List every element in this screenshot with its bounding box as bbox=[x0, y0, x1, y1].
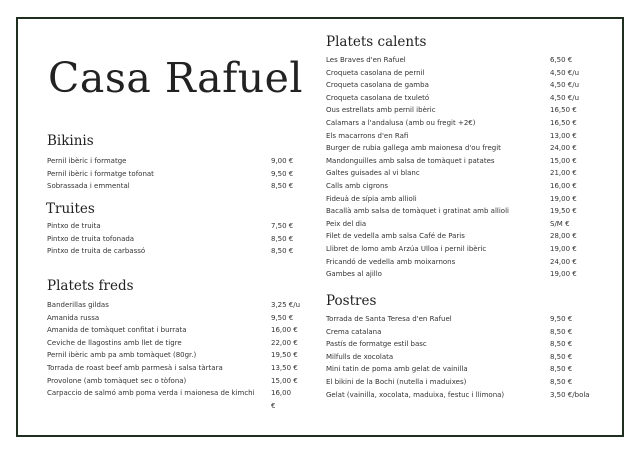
menu-item bbox=[326, 351, 596, 364]
menu-item-price: 9,50 € bbox=[550, 315, 573, 323]
menu-item bbox=[47, 220, 297, 233]
menu-item-name: Peix del dia bbox=[326, 219, 367, 228]
menu-item-name: Mini tatin de poma amb gelat de vainilla bbox=[326, 365, 468, 374]
menu-item-name: Provolone (amb tomàquet sec o tòfona) bbox=[47, 376, 187, 385]
section-title-postres: Postres bbox=[326, 293, 377, 309]
menu-item-name: Crema catalana bbox=[326, 327, 382, 336]
restaurant-name: Casa Rafuel bbox=[48, 54, 304, 102]
menu-item-name: Banderillas gildas bbox=[47, 301, 109, 309]
platets-calents-list bbox=[326, 54, 596, 281]
menu-item-price: 8,50 € bbox=[550, 340, 573, 349]
menu-item-price: 13,50 € bbox=[271, 363, 298, 372]
menu-item-name: Burger de rubia gallega amb maionesa d'ou fregit bbox=[326, 144, 501, 153]
menu-item bbox=[326, 92, 596, 105]
menu-item-price: 4,50 €/u bbox=[550, 68, 580, 77]
menu-item bbox=[326, 363, 596, 376]
menu-item bbox=[326, 230, 596, 243]
menu-item-name: Carpaccio de salmó amb poma verda i maionesa de kimchi bbox=[47, 389, 255, 398]
menu-item bbox=[47, 299, 301, 312]
menu-item-name: Llibret de lomo amb Arzúa Ulloa i pernil ibèric bbox=[326, 244, 487, 253]
menu-item-price: 19,50 € bbox=[550, 207, 577, 216]
menu-item bbox=[326, 104, 596, 117]
truites-list bbox=[47, 220, 297, 258]
menu-item-name: Ceviche de llagostins amb llet de tigre bbox=[47, 338, 182, 347]
menu-item bbox=[47, 387, 297, 412]
menu-item-price: 16,00 € bbox=[271, 326, 298, 335]
menu-item-price: 19,00 € bbox=[550, 194, 577, 203]
menu-item bbox=[326, 155, 596, 168]
menu-item bbox=[326, 130, 596, 143]
menu-item bbox=[326, 338, 596, 351]
menu-item-price: 8,50 € bbox=[271, 182, 294, 191]
menu-item bbox=[47, 349, 297, 362]
menu-item-name: Croqueta casolana de txuletó bbox=[326, 93, 430, 102]
menu-item-name: Filet de vedella amb salsa Café de Paris bbox=[326, 232, 465, 241]
menu-item-name: Pastís de formatge estil basc bbox=[326, 340, 427, 349]
menu-item-price: 9,50 € bbox=[271, 313, 294, 322]
menu-item-price: 24,00 € bbox=[550, 144, 577, 153]
menu-item bbox=[326, 256, 596, 269]
menu-item-price: 8,50 € bbox=[550, 377, 573, 386]
menu-item-price: 9,00 € bbox=[271, 157, 294, 165]
menu-item-price: 13,00 € bbox=[550, 131, 577, 140]
menu-item bbox=[326, 205, 596, 218]
menu-item bbox=[47, 324, 297, 337]
menu-item bbox=[47, 180, 297, 193]
menu-item-price: 22,00 € bbox=[271, 338, 298, 347]
menu-item-price: 8,50 € bbox=[550, 365, 573, 374]
menu-item-price: 24,00 € bbox=[550, 257, 577, 266]
menu-item-price: 7,50 € bbox=[271, 222, 294, 230]
menu-item-name: Pernil ibèric i formatge tofonat bbox=[47, 169, 154, 178]
menu-item bbox=[47, 155, 297, 168]
menu-item bbox=[47, 362, 297, 375]
menu-item bbox=[47, 337, 297, 350]
menu-item-name: Els macarrons d'en Rafi bbox=[326, 131, 409, 140]
menu-item bbox=[326, 389, 596, 402]
menu-item-price: 19,00 € bbox=[550, 244, 577, 253]
menu-item-name: Fricandó de vedella amb moixarnons bbox=[326, 257, 456, 266]
postres-list bbox=[326, 313, 596, 401]
section-title-bikinis: Bikinis bbox=[47, 133, 94, 149]
menu-item-name: Torrada de Santa Teresa d'en Rafuel bbox=[326, 315, 452, 323]
menu-item-name: Pintxo de truita tofonada bbox=[47, 234, 135, 243]
menu-item bbox=[47, 245, 297, 258]
menu-item-price: 15,00 € bbox=[271, 376, 298, 385]
menu-item-price: 28,00 € bbox=[550, 232, 577, 241]
menu-item-name: Mandonguilles amb salsa de tomàquet i patates bbox=[326, 156, 495, 165]
menu-item-name: Gambes al ajillo bbox=[326, 270, 382, 279]
menu-item bbox=[326, 117, 596, 130]
menu-item-name: Croqueta casolana de pernil bbox=[326, 68, 425, 77]
menu-item bbox=[326, 218, 596, 231]
menu-item bbox=[326, 67, 596, 80]
menu-item-price: 8,50 € bbox=[271, 234, 294, 243]
menu-item-name: Calls amb cigrons bbox=[326, 181, 389, 190]
menu-item-name: Croqueta casolana de gamba bbox=[326, 81, 429, 90]
menu-item-price: 19,00 € bbox=[550, 270, 577, 279]
menu-item-price: 4,50 €/u bbox=[550, 81, 580, 90]
menu-item bbox=[326, 54, 596, 67]
menu-item-name: Ous estrellats amb pernil ibèric bbox=[326, 106, 436, 115]
menu-item-price: 16,50 € bbox=[550, 106, 577, 115]
menu-item-price: 16,00 € bbox=[550, 181, 577, 190]
section-title-truites: Truites bbox=[46, 201, 95, 217]
menu-item-price: 8,50 € bbox=[271, 247, 294, 256]
menu-item-price: S/M € bbox=[550, 219, 570, 228]
menu-item-name: Torrada de roast beef amb parmesà i salsa tàrtara bbox=[47, 363, 223, 372]
menu-item-price: 9,50 € bbox=[271, 169, 294, 178]
platets-freds-list bbox=[47, 299, 301, 412]
menu-item bbox=[47, 233, 297, 246]
menu-item bbox=[47, 375, 297, 388]
menu-item-name: Calamars a l'andalusa (amb ou fregit +2€) bbox=[326, 118, 476, 127]
menu-item-price: 19,50 € bbox=[271, 351, 298, 360]
menu-item-price: 16,00 € bbox=[271, 389, 292, 410]
bikinis-list bbox=[47, 155, 297, 193]
menu-item-name: Gelat (vainilla, xocolata, maduixa, festuc i llimona) bbox=[326, 390, 505, 399]
menu-item-name: Fideuà de sípia amb allioli bbox=[326, 194, 417, 203]
menu-item-price: 8,50 € bbox=[550, 327, 573, 336]
menu-item bbox=[47, 168, 297, 181]
menu-item bbox=[47, 312, 297, 325]
menu-item bbox=[326, 243, 596, 256]
menu-item-price: 4,50 €/u bbox=[550, 93, 580, 102]
menu-item-name: Pintxo de truita bbox=[47, 222, 101, 230]
menu-item-name: Bacallà amb salsa de tomàquet i gratinat amb allioli bbox=[326, 207, 509, 216]
menu-item-price: 16,50 € bbox=[550, 118, 577, 127]
menu-item-name: Amanida russa bbox=[47, 313, 100, 322]
menu-item-price: 3,50 €/bola bbox=[550, 390, 590, 399]
menu-item-price: 8,50 € bbox=[550, 352, 573, 361]
menu-item bbox=[326, 193, 596, 206]
menu-item bbox=[326, 268, 596, 281]
menu-item-name: Pernil ibèric i formatge bbox=[47, 157, 127, 165]
menu-item bbox=[326, 313, 596, 326]
menu-item-name: Sobrassada i emmental bbox=[47, 182, 130, 191]
menu-item-name: El bikini de la Bochi (nutella i maduixes) bbox=[326, 377, 467, 386]
section-title-platets-freds: Platets freds bbox=[47, 278, 134, 294]
menu-item-price: 6,50 € bbox=[550, 56, 573, 64]
menu-item-price: 3,25 €/u bbox=[271, 301, 301, 309]
menu-item-name: Milfulls de xocolata bbox=[326, 352, 394, 361]
menu-item bbox=[326, 142, 596, 155]
menu-item bbox=[326, 167, 596, 180]
menu-item-price: 15,00 € bbox=[550, 156, 577, 165]
menu-item-name: Pintxo de truita de carbassó bbox=[47, 247, 146, 256]
menu-item-name: Pernil ibèric amb pa amb tomàquet (80gr.) bbox=[47, 351, 197, 360]
menu-item-name: Galtes guisades al vi blanc bbox=[326, 169, 420, 178]
menu-item-name: Les Braves d'en Rafuel bbox=[326, 56, 406, 64]
menu-item bbox=[326, 180, 596, 193]
menu-item-name: Amanida de tomàquet confitat i burrata bbox=[47, 326, 187, 335]
section-title-platets-calents: Platets calents bbox=[326, 34, 427, 50]
menu-item bbox=[326, 326, 596, 339]
menu-item-price: 21,00 € bbox=[550, 169, 577, 178]
menu-item bbox=[326, 79, 596, 92]
menu-item bbox=[326, 376, 596, 389]
